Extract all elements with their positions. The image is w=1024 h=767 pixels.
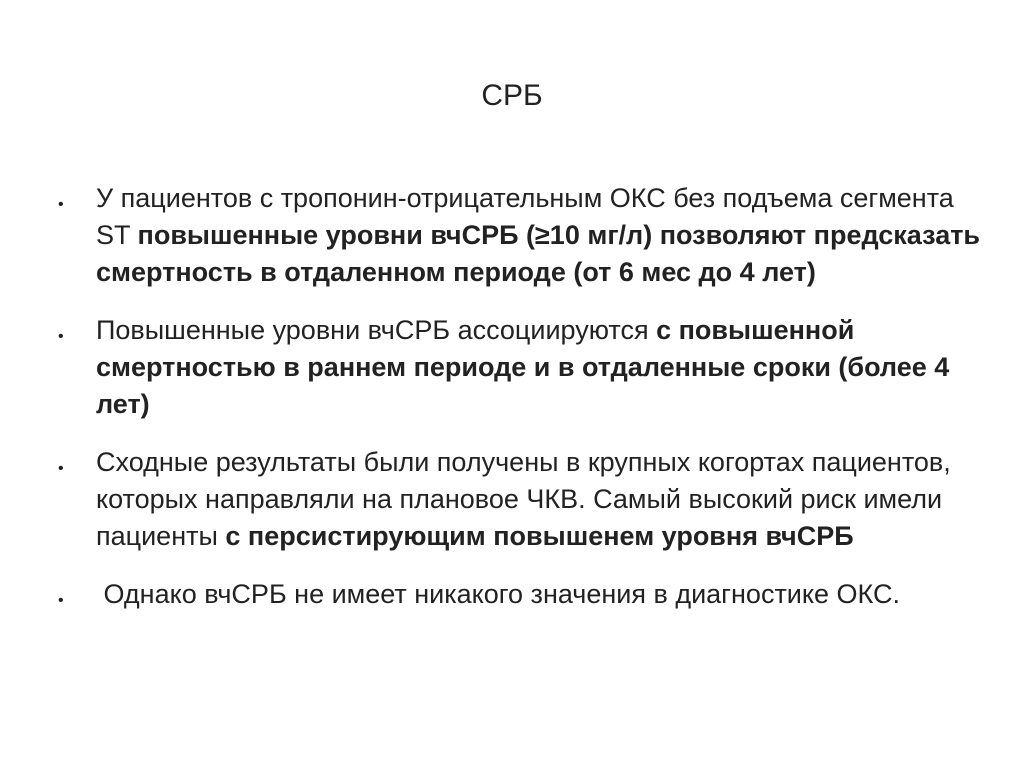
bullet-text-regular: Повышенные уровни вчСРБ ассоциируются [96, 315, 657, 345]
bullet-dot-icon: • [58, 328, 64, 345]
bullet-item [56, 444, 986, 555]
bullet-item [56, 180, 986, 291]
bullet-text-bold: повышенные уровни вчСРБ (≥10 мг/л) позволяют предсказать смертность в отдаленном периоде (от 6 мес до 4 лет) [96, 220, 981, 287]
bullet-list [56, 180, 986, 634]
bullet-text-regular: У пациентов с тропонин-отрицательным ОКС без подъема сегмента ST [96, 183, 954, 250]
bullet-dot-icon: • [58, 196, 64, 213]
bullet-item [56, 312, 986, 423]
bullet-dot-icon: • [58, 460, 64, 477]
bullet-text-regular: Однако вчСРБ не имеет никакого значения в диагностике ОКС. [96, 579, 900, 609]
bullet-text-regular: Сходные результаты были получены в крупных когортах пациентов, которых направляли на плановое ЧКВ. Самый высокий риск имели пациенты [96, 447, 951, 551]
bullet-text-bold: с повышенной смертностью в раннем периоде и в отдаленные сроки (более 4 лет) [96, 315, 950, 419]
bullet-dot-icon: • [58, 592, 64, 609]
slide-title: СРБ [481, 79, 543, 112]
bullet-text-bold: с персистирующим повышенем уровня вчСРБ [225, 521, 854, 551]
bullet-item [56, 576, 986, 613]
